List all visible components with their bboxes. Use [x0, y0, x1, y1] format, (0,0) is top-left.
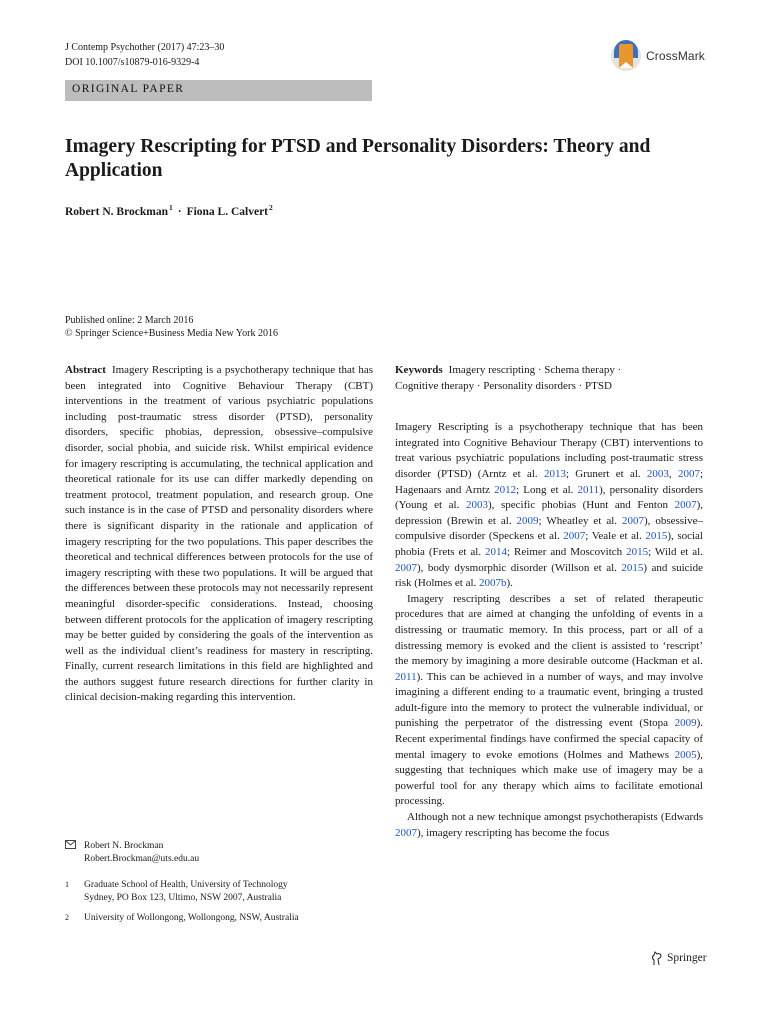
doi-link[interactable]: DOI 10.1007/s10879-016-9329-4	[65, 57, 200, 68]
body-paragraph	[395, 810, 703, 841]
article-type-label: ORIGINAL PAPER	[72, 83, 185, 95]
article-type-banner	[65, 80, 372, 101]
publisher-logo	[651, 950, 707, 966]
body-text: ), body dysmorphic disorder (Willson et al.	[417, 561, 622, 574]
citation-link[interactable]: 2015	[645, 530, 668, 543]
body-text: ; Wild et al.	[648, 545, 703, 558]
affiliation-line: Sydney, PO Box 123, Ultimo, NSW 2007, Australia	[84, 892, 282, 903]
body-text: ,	[668, 467, 678, 480]
affiliation-2	[65, 912, 373, 925]
body-text: ). This can be achieved in a number of ways, and may involve imagining a different ending to a traumatic event, bringing a trusted adult-figure into the memory to protect the vulnerable individual, or punishing the perpetrator of the distressing event (Stopa	[395, 670, 703, 730]
author-separator: ·	[177, 206, 182, 218]
body-text: ), obsessive–compulsive disorder (Speckens et al.	[395, 514, 703, 543]
body-paragraph	[395, 592, 703, 810]
copyright-line: © Springer Science+Business Media New York 2016	[65, 328, 278, 339]
body-text: ; Long et al.	[516, 483, 578, 496]
abstract-paragraph	[65, 363, 373, 706]
citation-link[interactable]: 2007	[621, 514, 644, 527]
author-affiliation-mark: 1	[168, 203, 173, 212]
citation-link[interactable]: 2007	[395, 561, 417, 574]
body-text: ), depression (Brewin et al.	[395, 499, 703, 527]
body-text: ; Hagenaars and Arntz	[395, 467, 704, 496]
envelope-icon	[65, 840, 84, 865]
published-date: Published online: 2 March 2016	[65, 315, 194, 326]
publisher-label: Springer	[667, 952, 707, 964]
citation-link[interactable]: 2015	[626, 545, 649, 558]
contact-email[interactable]: Robert.Brockman@uts.edu.au	[84, 853, 200, 864]
body-text: ; Wheatley et al.	[538, 514, 622, 527]
corresponding-author	[65, 840, 373, 865]
crossmark-icon	[610, 38, 642, 74]
citation-link[interactable]: 2013	[543, 467, 566, 480]
citation-link[interactable]: 2007	[674, 499, 697, 512]
journal-reference: J Contemp Psychother (2017) 47:23–30	[65, 42, 225, 53]
affiliation-line: Graduate School of Health, University of Technology	[84, 880, 288, 890]
body-column	[395, 363, 703, 841]
body-text: ; Reimer and Moscovitch	[507, 545, 627, 558]
keywords-heading: Keywords	[395, 364, 443, 376]
body-text: ).	[506, 577, 513, 590]
citation-link[interactable]: 2012	[494, 483, 517, 496]
body-text: Imagery Rescripting is a psychotherapy technique that has been integrated into Cognitive Behaviour Therapy (CBT) interventions to treat various psychiatric populations including post-traumatic stress disorder (PTSD) (Arntz et al.	[395, 421, 703, 480]
citation-link[interactable]: 2015	[621, 561, 644, 574]
keywords-list: Imagery rescripting · Schema therapy ·	[448, 364, 622, 376]
author-affiliation-mark: 2	[269, 203, 273, 212]
body-text: ; Grunert et al.	[565, 467, 647, 480]
crossmark-badge[interactable]	[610, 38, 722, 74]
citation-link[interactable]: 2003	[646, 467, 669, 480]
keywords-line	[395, 363, 703, 379]
body-text: ), personality disorders (Young et al.	[395, 483, 703, 512]
body-text: ) and suicide risk (Holmes et al.	[395, 561, 703, 590]
author-list	[65, 203, 273, 218]
citation-link[interactable]: 2007	[395, 826, 417, 839]
affiliation-number: 2	[65, 913, 69, 922]
citation-link[interactable]: 2005	[674, 748, 697, 761]
springer-horse-icon	[651, 950, 663, 966]
affiliation-line: University of Wollongong, Wollongong, NSW, Australia	[84, 913, 299, 923]
body-text: ; Veale et al.	[585, 530, 646, 543]
author-name[interactable]: Fiona L. Calvert	[186, 206, 269, 218]
body-paragraph	[395, 420, 703, 592]
body-text: Imagery rescripting describes a set of related therapeutic procedures that are aimed at changing the unfolding of events in a distressing or traumatic memory. In this process, part or all of a distressing memory is evoked and the client is assisted to ‘rescript’ the memory by imagining a more desirable outcome (Hackman et al.	[395, 592, 703, 668]
abstract-section	[65, 363, 373, 706]
abstract-heading: Abstract	[65, 364, 106, 376]
author-name[interactable]: Robert N. Brockman	[65, 206, 168, 218]
body-text: Although not a new technique amongst psychotherapists (Edwards	[407, 811, 703, 824]
citation-link[interactable]: 2014	[485, 545, 508, 558]
citation-link[interactable]: 2007	[677, 467, 700, 480]
body-text: ), suggesting that techniques which make use of imagery may be a powerful tool for any therapy which aims to facilitate emotional processing.	[395, 748, 703, 808]
citation-link[interactable]: 2003	[465, 499, 488, 512]
affiliation-number: 1	[65, 880, 69, 889]
citation-link[interactable]: 2009	[516, 514, 539, 527]
citation-link[interactable]: 2009	[674, 717, 697, 730]
citation-link[interactable]: 2007b	[479, 577, 507, 590]
contact-name: Robert N. Brockman	[84, 841, 164, 851]
citation-link[interactable]: 2007	[563, 530, 586, 543]
publication-info	[65, 314, 278, 340]
keywords-line: Cognitive therapy · Personality disorders · PTSD	[395, 379, 612, 392]
body-text: ), imagery rescripting has become the focus	[417, 826, 610, 839]
crossmark-label: CrossMark	[646, 49, 705, 63]
body-text: ). Recent experimental findings have confirmed the special capacity of mental imagery to evoke emotions (Holmes and Mathews	[395, 717, 703, 761]
citation-link[interactable]: 2011	[395, 670, 417, 683]
body-text: ), specific phobias (Hunt and Fenton	[487, 499, 675, 512]
article-title: Imagery Rescripting for PTSD and Personality Disorders: Theory and Application	[65, 136, 651, 181]
footnotes	[65, 840, 373, 925]
abstract-text: Imagery Rescripting is a psychotherapy technique that has been integrated into Cognitive Behaviour Therapy (CBT) interventions in the treatment of various psychiatric populations including post-traumatic stress disorder (PTSD), personality disorders, specific phobias, depression, obsessive–compulsive disorder, social phobia, and suicide risk. Whilst empirical evidence for imagery rescripting is accumulating, the technical application and theoretical rationale for its use can differ markedly depending on treatment protocol, treatment population, and research group. One such instance is in the case of PTSD and personality disorders where there is significant disparity in the rationale and application of imagery rescripting for the two populations. This paper describes the theoretical and technical differences between protocols for the use of imagery rescripting with these two populations. It will be argued that the differences between these protocols may not necessarily represent meaningful disorder-specific considerations. Instead, choosing between different protocols for the application of imagery rescripting may be better guided by considering the goals of the intervention as well as the individual client’s readiness for mastery in rescripting. Finally, current research limitations in this field are highlighted and the authors suggest future research directions for further clarity in clinical decision-making regarding this intervention.	[65, 364, 373, 704]
affiliation-1	[65, 879, 373, 904]
body-text: ), social phobia (Frets et al.	[395, 530, 703, 558]
citation-link[interactable]: 2011	[577, 483, 600, 496]
